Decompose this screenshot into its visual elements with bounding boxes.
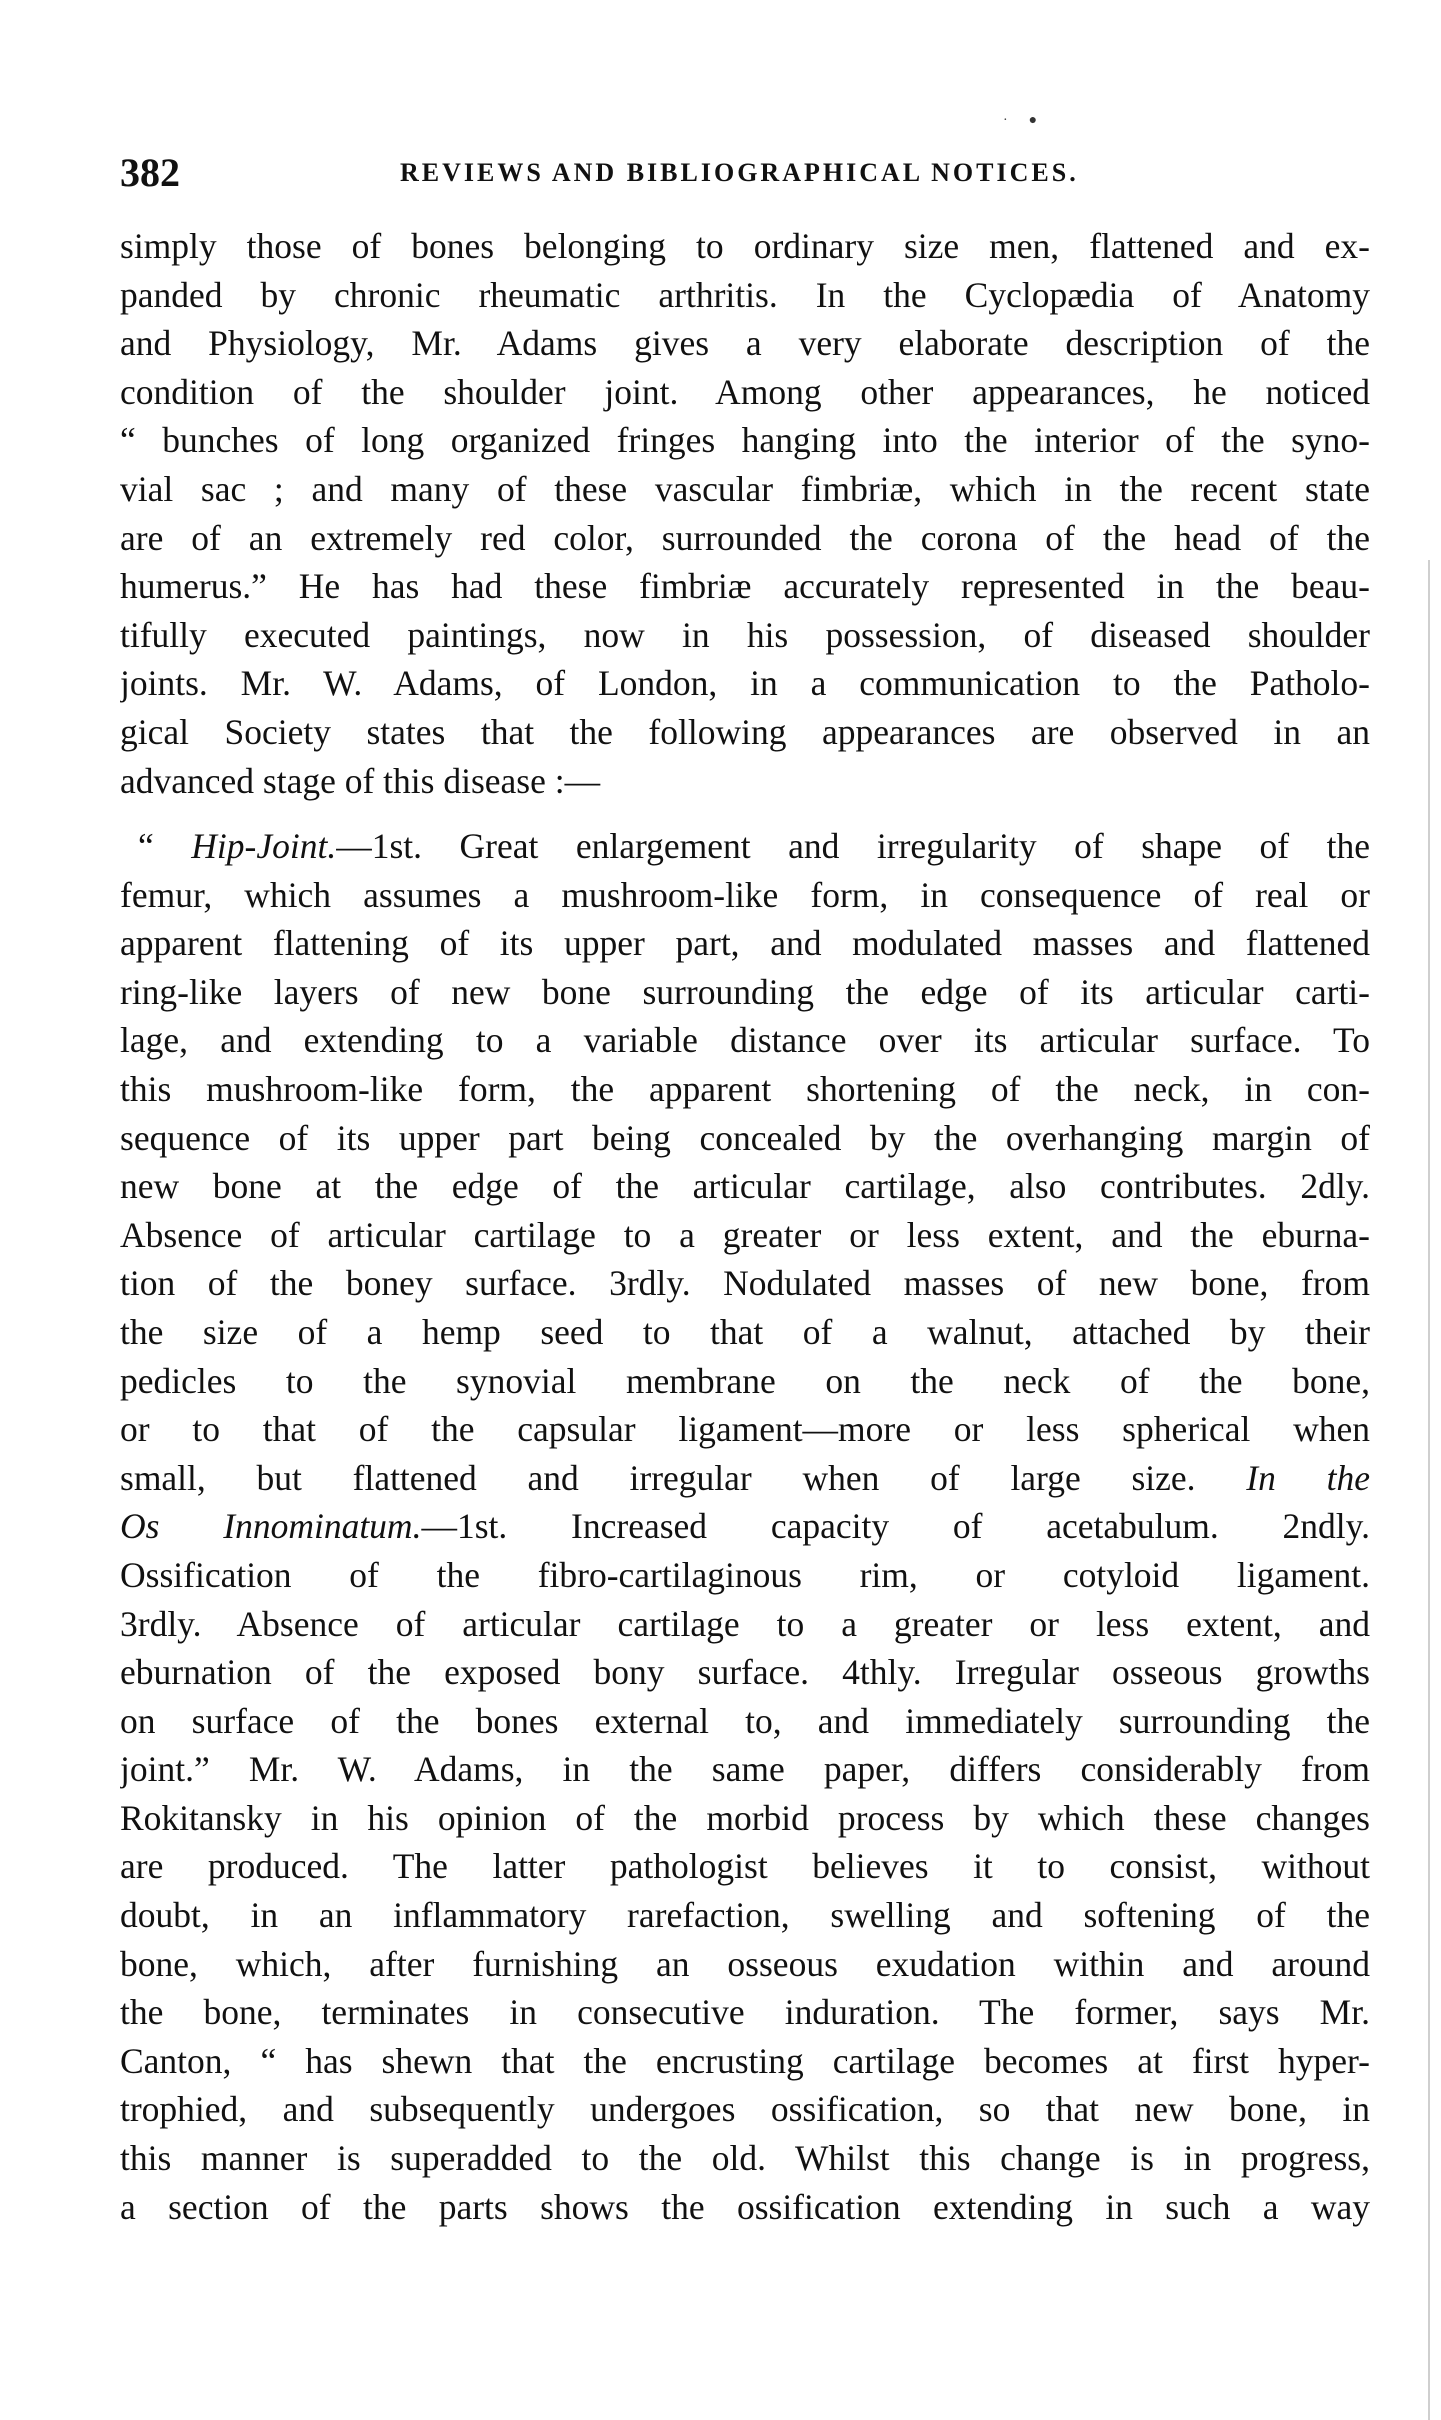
running-head: REVIEWS AND BIBLIOGRAPHICAL NOTICES. — [400, 158, 1079, 187]
text-line: pedicles to the synovial membrane on the neck of the bone, — [120, 1360, 1370, 1401]
text-line: Canton, “ has shewn that the encrusting cartilage becomes at first hyper- — [120, 2040, 1370, 2081]
text-line: ring-like layers of new bone surrounding the edge of its articular carti- — [120, 971, 1370, 1012]
text-line: lage, and extending to a variable distance over its articular surface. To — [120, 1020, 1370, 1061]
text-line: panded by chronic rheumatic arthritis. In the Cyclopædia of Anatomy — [120, 274, 1370, 315]
text-line: doubt, in an inflammatory rarefaction, swelling and softening of the — [120, 1895, 1370, 1936]
text-line: vial sac ; and many of these vascular fimbriæ, which in the recent state — [120, 468, 1370, 509]
page-header — [120, 148, 1370, 198]
text-line: this manner is superadded to the old. Whilst this change is in progress, — [120, 2138, 1370, 2179]
text-line: 3rdly. Absence of articular cartilage to a greater or less extent, and — [120, 1603, 1370, 1644]
text-line: gical Society states that the following appearances are observed in an — [120, 711, 1370, 752]
text-line: eburnation of the exposed bony surface. 4thly. Irregular osseous growths — [120, 1652, 1370, 1693]
text-line: are produced. The latter pathologist believes it to consist, without — [120, 1846, 1370, 1887]
text-line: joint.” Mr. W. Adams, in the same paper, differs considerably from — [120, 1749, 1370, 1790]
text-line: a section of the parts shows the ossification extending in such a way — [120, 2186, 1370, 2227]
text-line: joints. Mr. W. Adams, of London, in a communication to the Patholo- — [120, 663, 1370, 704]
text-line: tifully executed paintings, now in his possession, of diseased shoulder — [120, 614, 1370, 655]
text-line: advanced stage of this disease :— — [120, 760, 601, 801]
text-line: Absence of articular cartilage to a greater or less extent, and the eburna- — [120, 1214, 1370, 1255]
print-specks: · ● — [1003, 113, 1038, 128]
text-line: are of an extremely red color, surrounded the corona of the head of the — [120, 517, 1370, 558]
paragraph-2-quotation — [120, 822, 1370, 2231]
text-line: condition of the shoulder joint. Among other appearances, he noticed — [120, 371, 1370, 412]
text-line: new bone at the edge of the articular cartilage, also contributes. 2dly. — [120, 1166, 1370, 1207]
text-line: simply those of bones belonging to ordinary size men, flattened and ex- — [120, 226, 1370, 266]
text-line: or to that of the capsular ligament—more or less spherical when — [120, 1409, 1370, 1450]
text-line: Os Innominatum.—1st. Increased capacity of acetabulum. 2ndly. — [120, 1506, 1370, 1547]
text-line: femur, which assumes a mushroom-like form, in consequence of real or — [120, 874, 1370, 915]
text-line: Ossification of the fibro-cartilaginous rim, or cotyloid ligament. — [120, 1554, 1370, 1595]
page-edge-shadow — [1428, 560, 1430, 2420]
text-line: trophied, and subsequently undergoes ossification, so that new bone, in — [120, 2089, 1370, 2130]
text-line: and Physiology, Mr. Adams gives a very elaborate description of the — [120, 323, 1370, 364]
text-line: the size of a hemp seed to that of a walnut, attached by their — [120, 1311, 1370, 1352]
paragraph-1 — [120, 222, 1370, 805]
text-line: this mushroom-like form, the apparent shortening of the neck, in con- — [120, 1068, 1370, 1109]
text-line: Rokitansky in his opinion of the morbid process by which these changes — [120, 1797, 1370, 1838]
text-line: apparent flattening of its upper part, and modulated masses and flattened — [120, 923, 1370, 964]
text-line: humerus.” He has had these fimbriæ accurately represented in the beau- — [120, 566, 1370, 607]
text-line: “ bunches of long organized fringes hanging into the interior of the syno- — [120, 420, 1370, 461]
page-number: 382 — [120, 150, 180, 195]
text-line: sequence of its upper part being concealed by the overhanging margin of — [120, 1117, 1370, 1158]
text-line: tion of the boney surface. 3rdly. Nodulated masses of new bone, from — [120, 1263, 1370, 1304]
text-line: small, but flattened and irregular when of large size. In the — [120, 1457, 1370, 1498]
text-line: bone, which, after furnishing an osseous exudation within and around — [120, 1943, 1370, 1984]
text-line: the bone, terminates in consecutive induration. The former, says Mr. — [120, 1992, 1370, 2033]
text-line: “ Hip-Joint.—1st. Great enlargement and irregularity of shape of the — [138, 826, 1370, 866]
text-line: on surface of the bones external to, and immediately surrounding the — [120, 1700, 1370, 1741]
